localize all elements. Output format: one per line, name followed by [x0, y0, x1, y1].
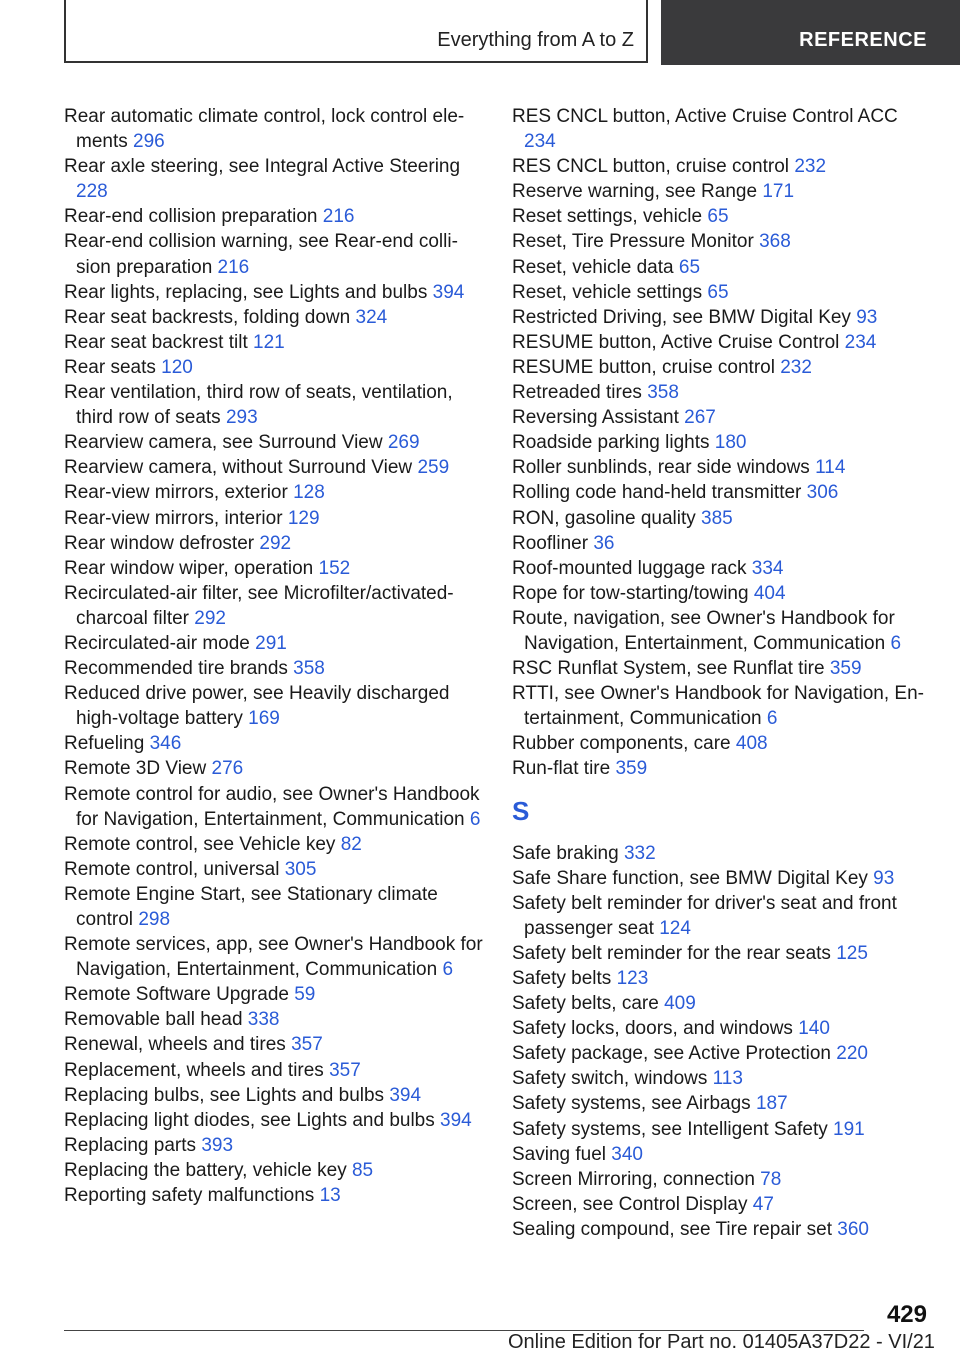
index-entry-text: RES CNCL button, Active Cruise Control ACC: [512, 106, 898, 127]
index-page-link[interactable]: 6: [766, 708, 778, 730]
index-page-link[interactable]: 65: [707, 281, 729, 303]
index-page-link[interactable]: 394: [389, 1084, 422, 1106]
index-entry-text: Rear-end collision warning, see Rear-end collision preparation: [64, 231, 458, 278]
index-page-link[interactable]: 120: [161, 356, 193, 378]
index-page-link[interactable]: 334: [751, 557, 784, 579]
index-entry-text: Retreaded tires: [512, 382, 642, 404]
index-page-link[interactable]: 220: [836, 1043, 868, 1065]
index-page-link[interactable]: 125: [836, 942, 868, 964]
index-entry: [64, 782, 484, 832]
index-page-link[interactable]: 47: [752, 1193, 774, 1215]
index-entry: [512, 380, 932, 405]
index-entry: [64, 631, 484, 656]
index-entry: [512, 330, 932, 355]
index-page-link[interactable]: 292: [259, 532, 292, 554]
index-entry-text: Reversing Assistant: [512, 407, 679, 429]
index-entry: [64, 229, 484, 279]
index-page-link[interactable]: 187: [755, 1093, 788, 1115]
index-page-link[interactable]: 171: [762, 181, 795, 203]
index-page-link[interactable]: 292: [194, 607, 226, 629]
index-entry-text: Rubber components, care: [512, 733, 731, 755]
index-page-link[interactable]: 394: [440, 1109, 472, 1131]
index-column-right: [512, 104, 932, 1242]
index-entry: [64, 1032, 484, 1057]
index-page-link[interactable]: 232: [780, 356, 812, 378]
index-entry: [512, 581, 932, 606]
index-entry-text: Safe Share function, see BMW Digital Key: [512, 867, 868, 889]
index-entry-text: Rolling code hand-held transmitter: [512, 482, 802, 504]
index-entry: [64, 932, 484, 982]
index-entry: [64, 455, 484, 480]
index-entry-text: Rear automatic climate control, lock control elements: [64, 106, 465, 153]
index-entry-text: Refueling: [64, 733, 145, 755]
index-entry-text: Sealing compound, see Tire repair set: [512, 1218, 833, 1240]
index-entry: [64, 506, 484, 531]
index-entry: [64, 982, 484, 1007]
index-page-link[interactable]: 65: [707, 206, 729, 228]
index-page-link[interactable]: 291: [255, 632, 287, 654]
index-page-link[interactable]: 121: [253, 331, 285, 353]
index-page-link[interactable]: 368: [759, 231, 791, 253]
index-page-link[interactable]: 113: [712, 1068, 743, 1090]
index-page-link[interactable]: 357: [291, 1034, 323, 1056]
index-entry-text: Rope for tow-starting/towing: [512, 582, 749, 604]
index-entry-text: Run-flat tire: [512, 758, 611, 780]
index-entry-text: Rear-view mirrors, interior: [64, 507, 283, 529]
index-entry-text: Rear window defroster: [64, 532, 255, 554]
index-entry-text: Reserve warning, see Range: [512, 181, 758, 203]
index-entry: [512, 204, 932, 229]
index-page-link[interactable]: 129: [287, 507, 320, 529]
index-entry: [512, 891, 932, 941]
index-entry: [512, 841, 932, 866]
index-entry: [512, 1117, 932, 1142]
index-entry-text: Remote control, see Vehicle key: [64, 833, 336, 855]
index-page-link[interactable]: 234: [524, 131, 556, 153]
index-entry-text: Rear-end collision preparation: [64, 206, 318, 228]
index-entry: [64, 1007, 484, 1032]
index-entry-text: RTTI, see Owner's Handbook for Navigation, Entertainment, Communication: [512, 683, 924, 730]
index-page-link[interactable]: 358: [293, 658, 325, 680]
index-entry-text: Reset, vehicle settings: [512, 281, 703, 303]
index-entry-text: Safety belts: [512, 968, 612, 989]
index-page-link[interactable]: 338: [247, 1009, 280, 1031]
index-entry-text: Rear axle steering, see Integral Active Steering: [64, 156, 461, 178]
index-entry: [512, 1066, 932, 1091]
index-entry: [512, 681, 932, 731]
index-entry-text: Rear seat backrests, folding down: [64, 306, 351, 328]
index-entry: [512, 305, 932, 330]
index-entry: [512, 255, 932, 280]
index-entry: [64, 1058, 484, 1083]
index-page-link[interactable]: 269: [387, 432, 420, 454]
index-page-link[interactable]: 6: [890, 632, 902, 654]
index-page-link[interactable]: 359: [829, 658, 862, 680]
index-entry-text: Safety belt reminder for the rear seats: [512, 942, 831, 964]
index-page-link[interactable]: 305: [284, 858, 317, 880]
index-group-r: [512, 104, 932, 782]
index-entry-text: RESUME button, Active Cruise Control: [512, 331, 840, 353]
index-entry: [512, 866, 932, 891]
index-entry-text: Rear window wiper, operation: [64, 557, 314, 579]
index-entry: [512, 606, 932, 656]
index-entry: [64, 305, 484, 330]
index-page-link[interactable]: 114: [815, 457, 846, 479]
index-entry-text: Recirculated-air mode: [64, 632, 250, 654]
index-page-link[interactable]: 59: [294, 984, 316, 1006]
index-entry-text: Safety systems, see Airbags: [512, 1093, 751, 1115]
index-page-link[interactable]: 360: [837, 1218, 869, 1240]
index-page-link[interactable]: 296: [133, 131, 165, 153]
index-entry-text: Replacing bulbs, see Lights and bulbs: [64, 1084, 385, 1106]
index-entry-text: Reporting safety malfunctions: [64, 1185, 315, 1207]
index-page-link[interactable]: 357: [329, 1059, 361, 1081]
index-entry: [512, 280, 932, 305]
index-page-link[interactable]: 216: [217, 256, 250, 278]
index-entry-text: Safety package, see Active Protection: [512, 1043, 831, 1065]
index-page-link[interactable]: 234: [844, 331, 877, 353]
index-entry: [64, 380, 484, 430]
index-entry-text: Remote control, universal: [64, 858, 280, 880]
index-page-link[interactable]: 36: [593, 532, 615, 554]
index-entry-text: Remote control for audio, see Owner's Handbook for Navigation, Entertainment, Communication: [64, 783, 480, 830]
index-entry-text: Screen Mirroring, connection: [512, 1168, 755, 1190]
index-entry-text: Rear-view mirrors, exterior: [64, 482, 288, 504]
index-entry: [64, 430, 484, 455]
index-page-link[interactable]: 293: [225, 407, 258, 429]
index-page-link[interactable]: 404: [753, 582, 786, 604]
index-entry: [512, 154, 932, 179]
index-entry-text: Remote Engine Start, see Stationary climate control: [64, 883, 438, 930]
index-entry: [512, 556, 932, 581]
index-page-link[interactable]: 358: [647, 382, 679, 404]
index-page-link[interactable]: 408: [735, 733, 768, 755]
index-entry: [512, 1192, 932, 1217]
index-page-link[interactable]: 259: [417, 457, 450, 479]
index-page-link[interactable]: 409: [664, 993, 696, 1015]
index-entry-text: Safety belts, care: [512, 993, 659, 1015]
index-entry: [512, 941, 932, 966]
index-entry-text: Replacing the battery, vehicle key: [64, 1159, 347, 1181]
index-entry: [64, 1133, 484, 1158]
index-entry-text: Safe braking: [512, 842, 619, 864]
index-entry-text: Reset settings, vehicle: [512, 206, 703, 228]
index-entry-text: Restricted Driving, see BMW Digital Key: [512, 306, 851, 328]
index-page-link[interactable]: 6: [442, 959, 454, 981]
index-page-link[interactable]: 13: [319, 1185, 341, 1207]
index-entry: [64, 204, 484, 229]
index-entry-text: Rear ventilation, third row of seats, ventilation, third row of seats: [64, 382, 453, 429]
index-entry: [512, 506, 932, 531]
index-entry: [64, 681, 484, 731]
index-entry-text: Rear lights, replacing, see Lights and bulbs: [64, 281, 428, 303]
index-page-link[interactable]: 228: [76, 181, 108, 203]
index-entry: [64, 355, 484, 380]
index-entry: [64, 556, 484, 581]
index-page-link[interactable]: 332: [623, 842, 656, 864]
index-page-link[interactable]: 232: [794, 156, 827, 178]
index-entry-text: RES CNCL button, cruise control: [512, 156, 790, 178]
index-entry: [512, 1091, 932, 1116]
index-entry-text: Reset, vehicle data: [512, 256, 674, 278]
index-entry-text: Roadside parking lights: [512, 432, 710, 454]
index-entry: [512, 480, 932, 505]
index-entry: [64, 1083, 484, 1108]
index-entry: [512, 756, 932, 781]
index-entry-text: Route, navigation, see Owner's Handbook for Navigation, Entertainment, Communication: [512, 607, 895, 654]
section-title: Everything from A to Z: [437, 29, 634, 51]
index-entry: [512, 531, 932, 556]
index-page-link[interactable]: 85: [351, 1159, 374, 1181]
index-entry: [64, 104, 484, 154]
index-entry: [512, 355, 932, 380]
index-entry: [512, 1041, 932, 1066]
index-entry-text: Removable ball head: [64, 1009, 243, 1031]
index-entry: [64, 731, 484, 756]
index-entry: [64, 1108, 484, 1133]
index-entry: [64, 857, 484, 882]
index-entry-text: Remote services, app, see Owner's Handbook for Navigation, Entertainment, Communication: [64, 934, 483, 981]
index-entry: [512, 104, 932, 154]
index-page-link[interactable]: 140: [798, 1018, 830, 1040]
edition-note: Online Edition for Part no. 01405A37D22 - VI/21: [508, 1331, 935, 1353]
index-entry: [512, 731, 932, 756]
index-page-link[interactable]: 180: [714, 432, 747, 454]
index-entry: [64, 1158, 484, 1183]
index-entry: [64, 280, 484, 305]
index-entry-text: Recirculated-air filter, see Microfilter/activated-charcoal filter: [64, 582, 454, 629]
index-entry: [64, 882, 484, 932]
index-page-link[interactable]: 191: [833, 1118, 865, 1140]
index-page-link[interactable]: 385: [701, 507, 733, 529]
index-page-link[interactable]: 124: [659, 917, 691, 939]
index-entry-text: RON, gasoline quality: [512, 507, 696, 529]
index-entry-text: Remote 3D View: [64, 758, 207, 780]
index-entry: [64, 480, 484, 505]
index-entry-text: Rearview camera, see Surround View: [64, 432, 383, 454]
index-page-link[interactable]: 276: [211, 758, 244, 780]
index-entry-text: Screen, see Control Display: [512, 1193, 748, 1215]
index-page-link[interactable]: 346: [149, 733, 182, 755]
index-page-link[interactable]: 152: [318, 557, 351, 579]
index-group-s: [512, 841, 932, 1243]
index-entry: [512, 229, 932, 254]
index-entry: [512, 1016, 932, 1041]
index-entry-text: Replacing light diodes, see Lights and bulbs: [64, 1109, 435, 1131]
index-page-link[interactable]: 267: [684, 407, 716, 429]
index-page-link[interactable]: 324: [355, 306, 388, 328]
index-entry-text: Reduced drive power, see Heavily discharged high-voltage battery: [64, 683, 450, 730]
index-entry: [64, 656, 484, 681]
index-entry-text: Renewal, wheels and tires: [64, 1034, 286, 1056]
index-entry-text: Safety locks, doors, and windows: [512, 1018, 793, 1040]
index-entry-text: Rearview camera, without Surround View: [64, 457, 413, 479]
index-entry: [64, 581, 484, 631]
index-entry: [512, 179, 932, 204]
index-entry: [512, 1167, 932, 1192]
index-entry-text: Roofliner: [512, 532, 589, 554]
index-entry: [512, 430, 932, 455]
index-page-link[interactable]: 306: [806, 482, 839, 504]
index-entry-text: Remote Software Upgrade: [64, 984, 289, 1006]
index-entry-text: Saving fuel: [512, 1143, 607, 1165]
index-page-link[interactable]: 65: [678, 256, 701, 278]
chapter-label: REFERENCE: [799, 29, 927, 51]
section-letter-s: S: [512, 795, 530, 826]
index-entry-text: Rear seat backrest tilt: [64, 331, 248, 353]
index-entry: [64, 1183, 484, 1208]
index-entry: [512, 656, 932, 681]
index-page-link[interactable]: 393: [201, 1134, 234, 1156]
index-column-left: [64, 104, 484, 1208]
index-entry: [512, 966, 932, 991]
index-page-link[interactable]: 359: [615, 758, 648, 780]
index-entry-text: Safety switch, windows: [512, 1068, 708, 1090]
index-page-link[interactable]: 123: [616, 968, 649, 989]
index-entry-text: Reset, Tire Pressure Monitor: [512, 231, 754, 253]
index-entry-text: Roller sunblinds, rear side windows: [512, 457, 810, 479]
index-page-link[interactable]: 6: [469, 808, 481, 830]
index-entry: [64, 531, 484, 556]
index-entry-text: Replacing parts: [64, 1134, 197, 1156]
index-entry: [64, 832, 484, 857]
index-entry: [64, 330, 484, 355]
index-page-link[interactable]: 216: [322, 206, 355, 228]
index-entry: [512, 1217, 932, 1242]
page-number: 429: [886, 1301, 927, 1328]
index-page-link[interactable]: 78: [760, 1168, 782, 1190]
index-entry: [512, 405, 932, 430]
index-page-link[interactable]: 128: [293, 482, 325, 504]
index-entry-text: Safety belt reminder for driver's seat and front passenger seat: [512, 892, 897, 939]
index-entry: [512, 455, 932, 480]
index-entry-text: RESUME button, cruise control: [512, 356, 775, 378]
index-page-link[interactable]: 82: [340, 833, 362, 855]
index-page-link[interactable]: 340: [611, 1143, 643, 1165]
index-page-link[interactable]: 169: [248, 708, 280, 730]
index-entry-text: Rear seats: [64, 356, 156, 378]
index-entry-text: Safety systems, see Intelligent Safety: [512, 1118, 828, 1140]
index-page-link[interactable]: 394: [432, 281, 465, 303]
index-page-link[interactable]: 93: [856, 306, 878, 328]
index-entry: [64, 756, 484, 781]
index-entry-text: RSC Runflat System, see Runflat tire: [512, 658, 825, 680]
index-page-link[interactable]: 93: [873, 867, 895, 889]
index-entry: [64, 154, 484, 204]
index-entry: [512, 1142, 932, 1167]
index-entry-text: Replacement, wheels and tires: [64, 1059, 324, 1081]
index-entry: [512, 991, 932, 1016]
index-page-link[interactable]: 298: [138, 909, 171, 930]
index-entry-text: Recommended tire brands: [64, 658, 288, 680]
index-entry-text: Roof-mounted luggage rack: [512, 557, 747, 579]
header-title-box: [64, 0, 648, 63]
chapter-tab[interactable]: [661, 0, 960, 65]
